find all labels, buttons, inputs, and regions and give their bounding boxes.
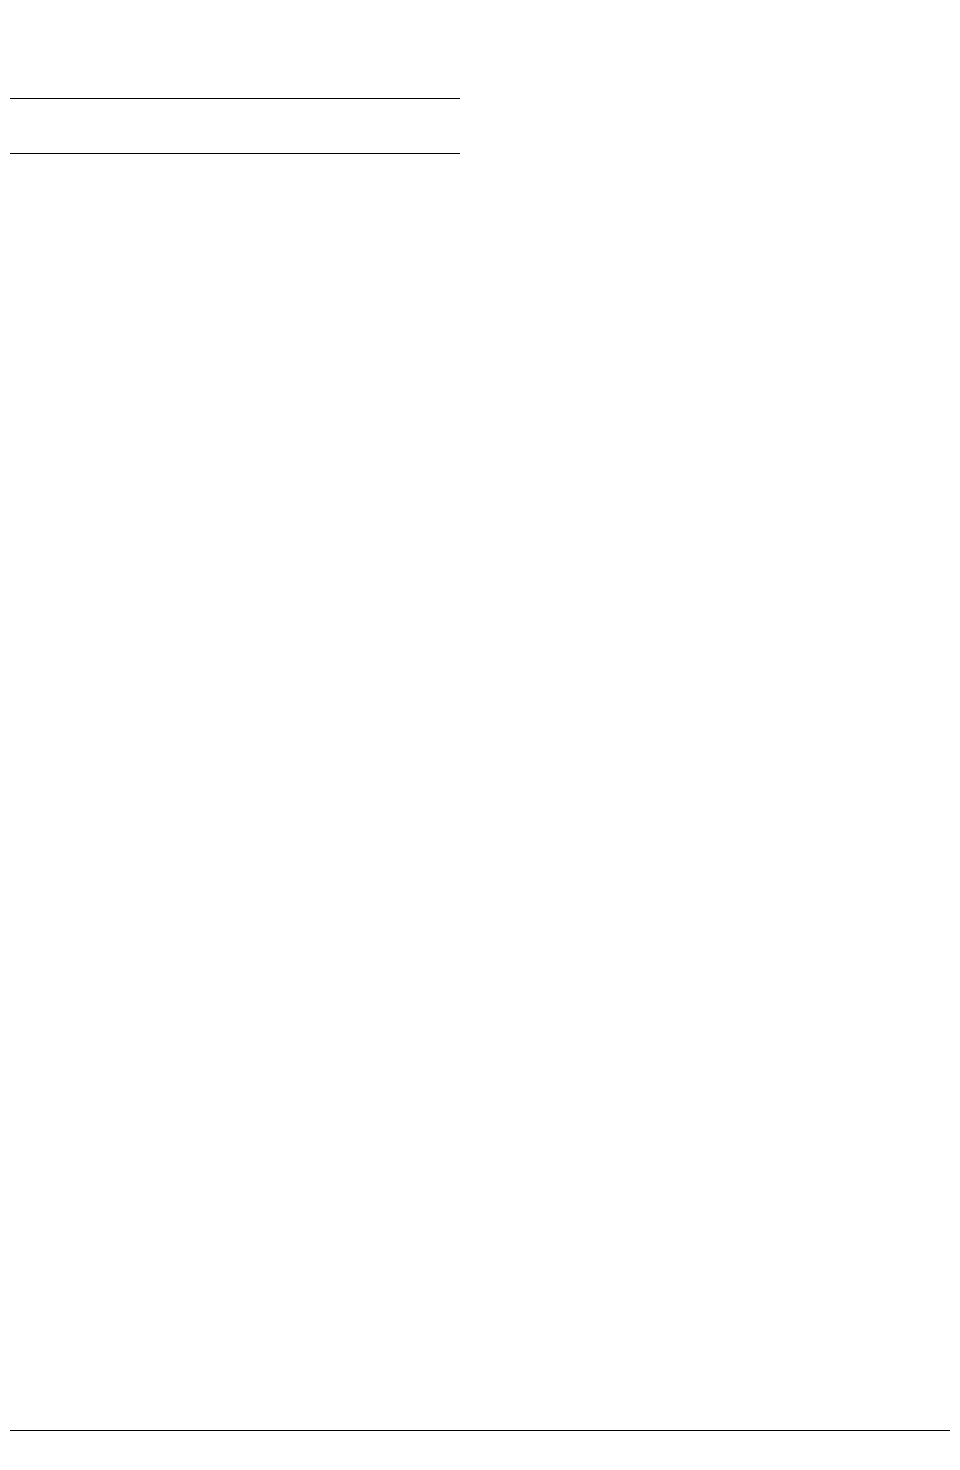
section-heading: [10, 326, 460, 350]
table-caption-gr: [10, 24, 460, 48]
table-header-row: [10, 102, 460, 126]
left-column: [10, 0, 460, 374]
page-footer: [0, 1430, 960, 1470]
soil-properties-table: [10, 96, 460, 314]
footer-rule: [10, 1430, 950, 1431]
table-caption-en: [10, 72, 460, 96]
table-caption-gr-2: [10, 48, 460, 72]
table-units-row: [10, 126, 460, 150]
